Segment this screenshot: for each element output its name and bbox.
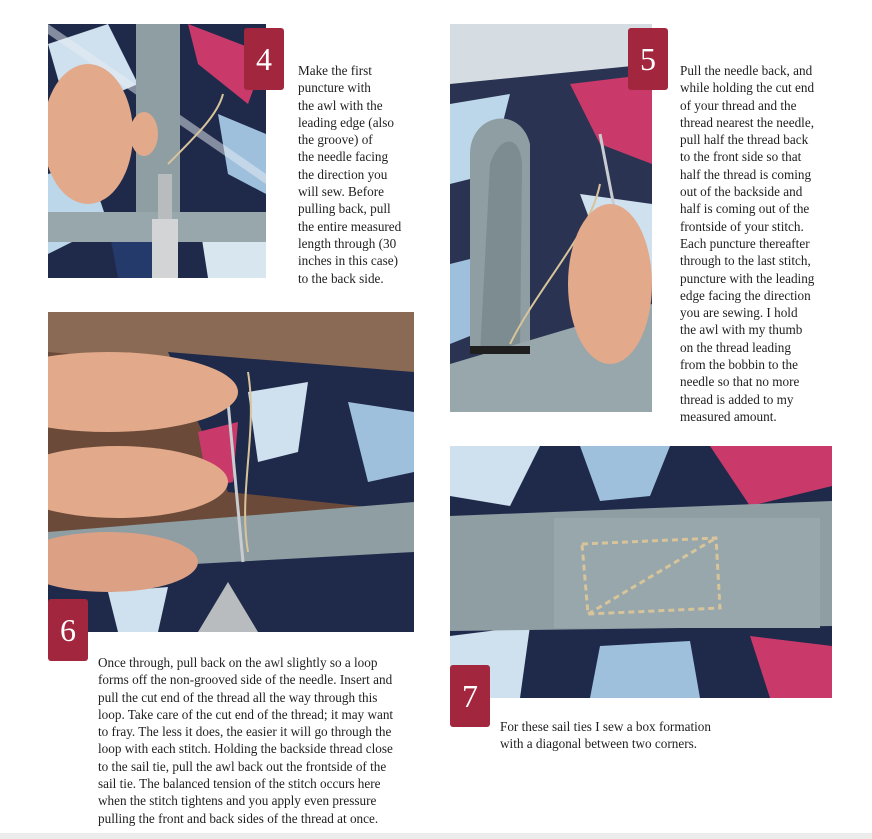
step-6-badge: 6 bbox=[48, 599, 88, 661]
step-5-text: Pull the needle back, and while holding the cut end of your thread and the thread nearest the needle, pull half the thread back to the front side so that half the thread is coming out of the backside and half is coming out of the frontside of your stitch. Each puncture thereafter through to the last stitch, puncture with the leading edge facing the direction you are sewing. I hold the awl with my thumb on the thread leading from the bobbin to the needle so that no more thread is added to my measured amount. bbox=[680, 63, 815, 424]
step-7-text: For these sail ties I sew a box formation with a diagonal between two corners. bbox=[500, 719, 711, 752]
step-4-badge: 4 bbox=[244, 28, 284, 90]
step-6-photo bbox=[48, 312, 414, 632]
step-5-photo bbox=[450, 24, 652, 412]
step-6-text: Once through, pull back on the awl slightly so a loop forms off the non-grooved side of the needle. Insert and pull the cut end of the thread all the way through this loop. Take care of the cut end of the thread; it may want to fray. The less it does, the easier it will go through the loop with each stitch. Holding the backside thread close to the sail tie, pull the awl back out the frontside of the sail tie. The balanced tension of the stitch occurs here when the stitch tightens and you apply even pressure pulling the front and back sides of the thread at once. bbox=[98, 655, 394, 826]
step-7-photo bbox=[450, 446, 832, 698]
step-4-text: Make the first puncture with the awl with the leading edge (also the groove) of the needle facing the direction you will sew. Before pulling back, pull the entire measured length through (30 inches in this case) to the back side. bbox=[298, 63, 402, 286]
step-5-badge: 5 bbox=[628, 28, 668, 90]
step-7-badge: 7 bbox=[450, 665, 490, 727]
step-4-photo bbox=[48, 24, 266, 278]
page-bottom-bar bbox=[0, 833, 872, 839]
